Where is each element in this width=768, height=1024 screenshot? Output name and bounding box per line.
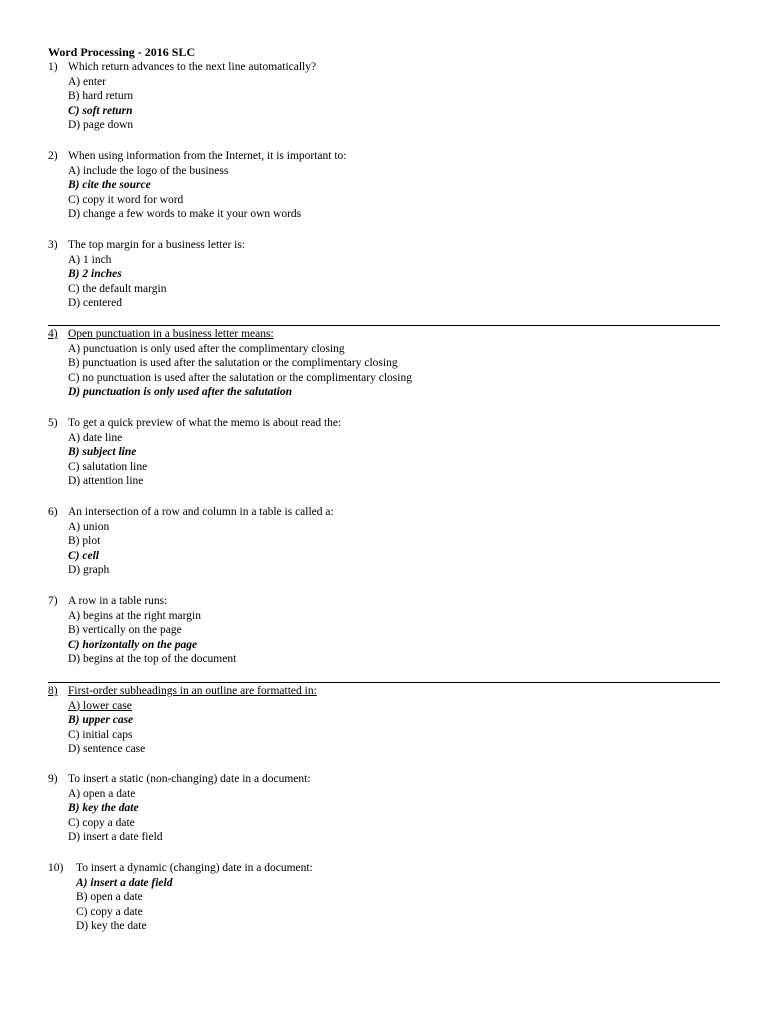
question-number: 2) [48, 150, 58, 162]
option: A) enter [68, 75, 106, 88]
section-divider [48, 325, 720, 326]
question-text: An intersection of a row and column in a table is called a: [68, 506, 334, 518]
question-number: 5) [48, 417, 58, 429]
question-text: To get a quick preview of what the memo is about read the: [68, 417, 342, 429]
question-stem [48, 684, 728, 699]
option: C) the default margin [68, 282, 167, 295]
option-text: A) lower case [68, 699, 132, 712]
option: C) copy a date [68, 816, 135, 829]
question-10 [48, 861, 728, 934]
option-correct: B) key the date [68, 802, 139, 815]
question-stem [48, 505, 728, 520]
option-correct: A) insert a date field [76, 876, 173, 889]
option-correct: B) cite the source [68, 179, 151, 192]
option: B) open a date [76, 891, 143, 904]
question-number: 7) [48, 595, 58, 607]
option: A) include the logo of the business [68, 164, 229, 177]
option: D) insert a date field [68, 831, 163, 844]
option: A) date line [68, 431, 123, 444]
question-stem [48, 861, 728, 876]
question-7 [48, 594, 728, 667]
option: B) plot [68, 535, 101, 548]
option: D) attention line [68, 475, 144, 488]
option: D) page down [68, 119, 134, 132]
option: D) graph [68, 564, 110, 577]
question-number: 4) [48, 328, 58, 340]
question-number: 10) [48, 862, 64, 874]
option: D) sentence case [68, 743, 146, 756]
question-1 [48, 60, 728, 133]
option: D) centered [68, 297, 122, 310]
question-stem [48, 60, 728, 75]
question-number: 9) [48, 773, 58, 785]
document-title: Word Processing - 2016 SLC [48, 45, 196, 59]
question-text: First-order subheadings in an outline are formatted in: [68, 685, 317, 697]
option: A) open a date [68, 787, 136, 800]
section-divider [48, 682, 720, 683]
option: A) punctuation is only used after the complimentary closing [68, 342, 345, 355]
question-6 [48, 505, 728, 578]
question-stem [48, 594, 728, 609]
question-text: To insert a static (non-changing) date in a document: [68, 773, 311, 785]
option-correct: B) upper case [68, 714, 134, 727]
question-text: To insert a dynamic (changing) date in a document: [76, 862, 313, 874]
question-stem [48, 238, 728, 253]
question-text: A row in a table runs: [68, 595, 168, 607]
question-8 [48, 684, 728, 757]
option-correct: D) punctuation is only used after the salutation [68, 386, 292, 399]
question-9 [48, 772, 728, 845]
option: B) hard return [68, 90, 134, 103]
question-stem [48, 772, 728, 787]
question-5 [48, 416, 728, 489]
option: C) no punctuation is used after the salutation or the complimentary closing [68, 371, 412, 384]
option: C) salutation line [68, 460, 148, 473]
option-correct: C) cell [68, 549, 99, 562]
option-correct: B) subject line [68, 446, 137, 459]
option: B) vertically on the page [68, 624, 182, 637]
option [48, 699, 728, 714]
question-text: Open punctuation in a business letter means: [68, 328, 274, 340]
question-3 [48, 238, 728, 311]
option-correct: C) soft return [68, 104, 133, 117]
question-2 [48, 149, 728, 222]
question-number: 1) [48, 61, 58, 73]
option: D) change a few words to make it your own words [68, 208, 302, 221]
question-stem [48, 327, 728, 342]
option-correct: B) 2 inches [68, 268, 122, 281]
option-correct: C) horizontally on the page [68, 638, 198, 651]
question-stem [48, 416, 728, 431]
question-stem [48, 149, 728, 164]
option: C) copy it word for word [68, 193, 184, 206]
option: A) union [68, 520, 110, 533]
question-text: When using information from the Internet, it is important to: [68, 150, 347, 162]
option: C) copy a date [76, 905, 143, 918]
option: D) key the date [76, 920, 147, 933]
question-number: 8) [48, 685, 58, 697]
question-number: 3) [48, 239, 58, 251]
question-text: Which return advances to the next line automatically? [68, 61, 317, 73]
question-number: 6) [48, 506, 58, 518]
option: A) 1 inch [68, 253, 112, 266]
option: D) begins at the top of the document [68, 653, 237, 666]
option: B) punctuation is used after the salutation or the complimentary closing [68, 357, 398, 370]
option: A) begins at the right margin [68, 609, 201, 622]
question-text: The top margin for a business letter is: [68, 239, 246, 251]
option: C) initial caps [68, 728, 133, 741]
question-4 [48, 327, 728, 400]
